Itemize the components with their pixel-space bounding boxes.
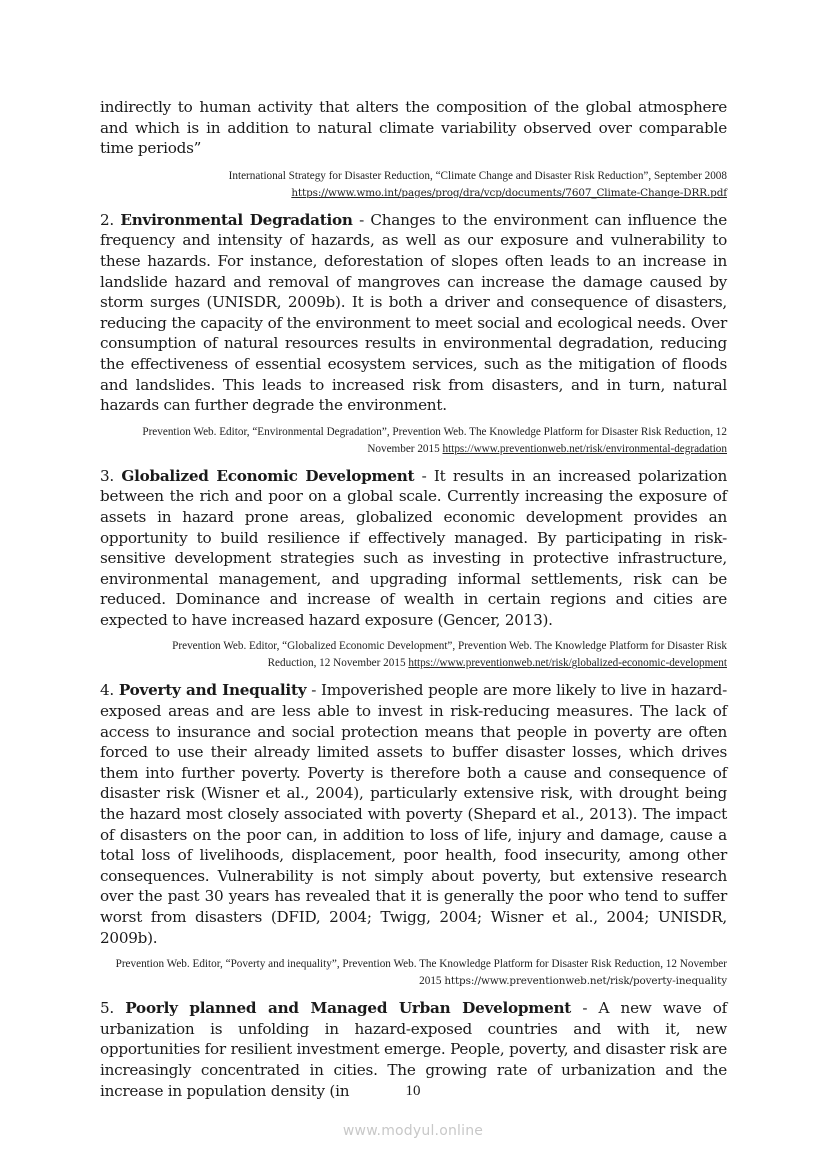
section-globalized-economic-development — [100, 466, 727, 631]
citation-link[interactable]: https://www.preventionweb.net/risk/environmental-degradation — [442, 442, 727, 455]
section-number: 4. — [100, 681, 114, 700]
section-separator: - — [414, 466, 434, 485]
section-separator: - — [571, 999, 599, 1018]
citation-text: Prevention Web. Editor, “Poverty and inequality”, Prevention Web. The Knowledge Platform for Disaster Risk Reduction, 12 November 2015 — [115, 958, 727, 988]
section-body: Impoverished people are more likely to live in hazard-exposed areas and are less able to invest in risk-reducing measures. The lack of access to insurance and social protection means that people in poverty are often forced to use their already limited assets to buffer disaster losses, which drives them into further poverty. Poverty is therefore both a cause and consequence of disaster risk (Wisner et al., 2004), particularly extensive risk, with drought being the hazard most closely associated with poverty (Shepard et al., 2013). The impact of disasters on the poor can, in addition to loss of life, injury and damage, cause a total loss of livelihoods, displacement, poor health, food insecurity, among other consequences. Vulnerability is not simply about poverty, but extensive research over the past 30 years has revealed that it is generally the poor who tend to suffer worst from disasters (DFID, 2004; Twigg, 2004; Wisner et al., 2004; UNISDR, 2009b). — [100, 681, 727, 947]
section-body: Changes to the environment can influence the frequency and intensity of hazards, as well as our exposure and vulnerability to these hazards. For instance, deforestation of slopes often leads to an increase in landslide hazard and removal of mangroves can increase the damage caused by storm surges (UNISDR, 2009b). It is both a driver and consequence of disasters, reducing the capacity of the environment to meet social and ecological needs. Over consumption of natural resources results in environmental degradation, reducing the effectiveness of essential ecosystem services, such as the mitigation of floods and landslides. This leads to increased risk from disasters, and in turn, natural hazards can further degrade the environment. — [100, 210, 728, 415]
section-number: 3. — [100, 466, 114, 485]
intro-citation-link[interactable]: https://www.wmo.int/pages/prog/dra/vcp/documents/7607_Climate-Change-DRR.pdf — [291, 186, 727, 199]
section-citation — [100, 638, 727, 672]
section-environmental-degradation — [100, 210, 727, 416]
citation-url-text: https://www.preventionweb.net/risk/poverty-inequality — [444, 975, 727, 988]
intro-paragraph — [100, 97, 727, 159]
section-separator: - — [352, 210, 371, 229]
section-separator: - — [306, 681, 321, 700]
citation-text: Prevention Web. Editor, “Environmental Degradation”, Prevention Web. The Knowledge Platform for Disaster Risk Reduction, 12 November 2015 — [142, 425, 727, 455]
intro-citation-text: International Strategy for Disaster Reduction, “Climate Change and Disaster Risk Reduction”, September 2008 — [228, 169, 727, 182]
citation-text: Prevention Web. Editor, “Globalized Economic Development”, Prevention Web. The Knowledge Platform for Disaster Risk Reduction, 12 November 2015 — [172, 640, 727, 670]
section-heading: Poverty and Inequality — [118, 681, 307, 700]
section-citation — [100, 424, 727, 458]
section-body: A new wave of urbanization is unfolding in hazard-exposed countries and with it, new opportunities for resilient investment emerge. People, poverty, and disaster risk are increasingly concentrated in cities. The growing rate of urbanization and the increase in population density (in — [100, 999, 728, 1100]
section-heading: Environmental Degradation — [120, 210, 353, 229]
section-poverty-and-inequality — [100, 680, 727, 948]
section-heading: Globalized Economic Development — [121, 466, 415, 485]
section-body: It results in an increased polarization between the rich and poor on a global scale. Currently increasing the exposure of assets in hazard prone areas, globalized economic development provides an opportunity to build resilience if effectively managed. By participating in risk-sensitive development strategies such as investing in protective infrastructure, environmental management, and upgrading informal settlements, risk can be reduced. Dominance and increase of wealth in certain regions and cities are expected to have increased hazard exposure (Gencer, 2013). — [100, 466, 727, 629]
section-number: 2. — [100, 210, 114, 229]
intro-citation — [100, 168, 727, 202]
intro-text: indirectly to human activity that alters the composition of the global atmosphere and which is in addition to natural climate variability observed over comparable time periods” — [100, 98, 727, 158]
section-number: 5. — [100, 999, 114, 1018]
section-heading: Poorly planned and Managed Urban Development — [125, 999, 572, 1018]
citation-link[interactable]: https://www.preventionweb.net/risk/globalized-economic-development — [408, 657, 727, 670]
document-page — [100, 97, 727, 1101]
page-number: 10 — [405, 1083, 421, 1099]
section-citation — [100, 956, 727, 990]
watermark: www.modyul.online — [342, 1123, 484, 1139]
